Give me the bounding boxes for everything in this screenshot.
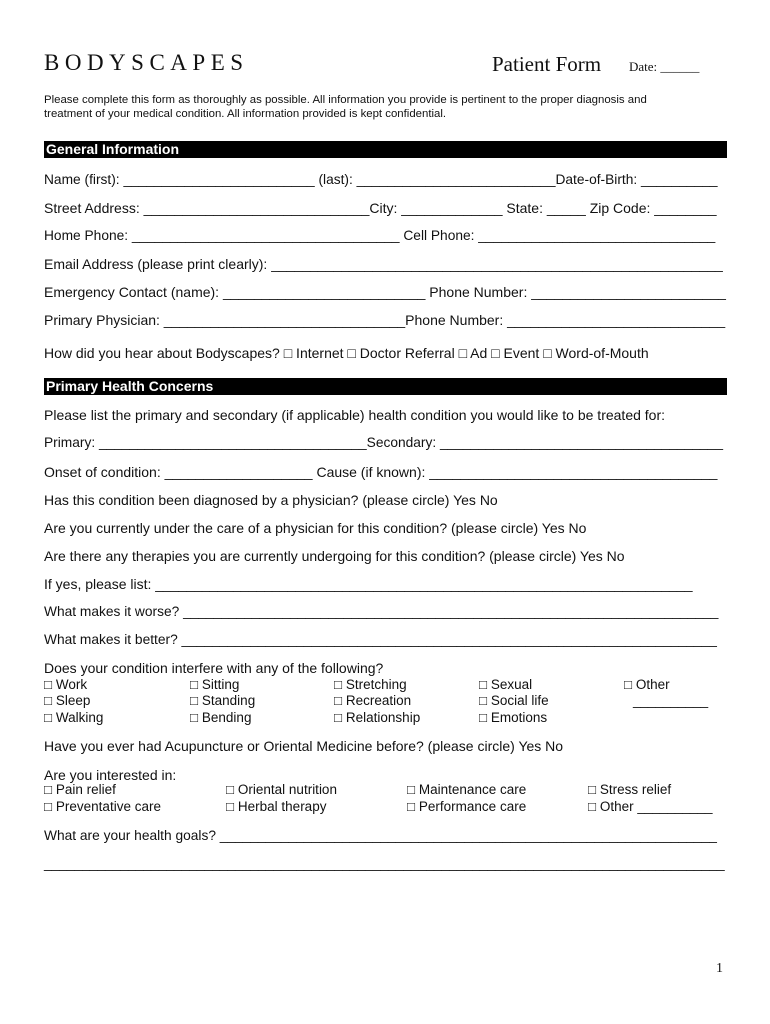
option-sitting-checkbox[interactable]: □ Sitting xyxy=(190,677,240,692)
acupuncture-question[interactable]: Have you ever had Acupuncture or Oriental Medicine before? (please circle) Yes No xyxy=(44,738,564,754)
interest-stress-relief-checkbox[interactable]: □ Stress relief xyxy=(588,782,672,797)
option-bending-checkbox[interactable]: □ Bending xyxy=(190,710,252,725)
interest-other-checkbox[interactable]: □ Other __________ xyxy=(588,799,713,814)
health-concerns-header xyxy=(44,378,727,395)
option-recreation-checkbox[interactable]: □ Recreation xyxy=(334,693,412,708)
option-social-life-checkbox[interactable]: □ Social life xyxy=(479,693,549,708)
condition-list-prompt: Please list the primary and secondary (if applicable) health condition you would like to be treated for: xyxy=(44,407,666,423)
name-field-row[interactable]: Name (first): _________________________ (last): __________________________Date-of-Birth: __________ xyxy=(44,172,718,187)
health-goals-field[interactable]: What are your health goals? _________________________________________________________________ xyxy=(44,828,717,843)
interest-preventative-care-checkbox[interactable]: □ Preventative care xyxy=(44,799,161,814)
option-sleep-checkbox[interactable]: □ Sleep xyxy=(44,693,91,708)
health-goals-blank-line[interactable]: _________________________________________________________________________________________ xyxy=(44,856,725,871)
worse-field[interactable]: What makes it worse? ______________________________________________________________________ xyxy=(44,604,719,619)
onset-cause-row[interactable]: Onset of condition: ___________________ Cause (if known): _____________________________________ xyxy=(44,464,718,480)
email-field-row[interactable]: Email Address (please print clearly): __________________________________________________________ xyxy=(44,256,723,272)
intro-text-line-2: treatment of your medical condition. All information provided is kept confidential. xyxy=(44,108,447,120)
primary-physician-row[interactable]: Primary Physician: _______________________________Phone Number: ____________________________ xyxy=(44,312,726,328)
emergency-contact-row[interactable]: Emergency Contact (name): __________________________ Phone Number: _________________________ xyxy=(44,284,726,300)
better-field[interactable]: What makes it better? ______________________________________________________________________ xyxy=(44,632,717,647)
option-other-blank[interactable]: __________ xyxy=(633,693,709,708)
interest-oriental-nutrition-checkbox[interactable]: □ Oriental nutrition xyxy=(226,782,337,797)
referral-source-row[interactable]: How did you hear about Bodyscapes? □ Internet □ Doctor Referral □ Ad □ Event □ Word-of-Mouth xyxy=(44,345,649,361)
page-number: 1 xyxy=(716,961,723,976)
primary-secondary-row[interactable]: Primary: ___________________________________Secondary: _____________________________________ xyxy=(44,435,723,450)
option-sexual-checkbox[interactable]: □ Sexual xyxy=(479,677,533,692)
address-field-row[interactable]: Street Address: _____________________________City: _____________ State: _____ Zip Code: ________ xyxy=(44,200,717,216)
interest-pain-relief-checkbox[interactable]: □ Pain relief xyxy=(44,782,116,797)
option-standing-checkbox[interactable]: □ Standing xyxy=(190,693,256,708)
brand-title: BODYSCAPES xyxy=(44,50,249,75)
option-work-checkbox[interactable]: □ Work xyxy=(44,677,88,692)
interest-herbal-therapy-checkbox[interactable]: □ Herbal therapy xyxy=(226,799,327,814)
option-emotions-checkbox[interactable]: □ Emotions xyxy=(479,710,548,725)
general-information-header xyxy=(44,141,727,158)
interested-prompt: Are you interested in: xyxy=(44,767,177,783)
general-information-title: General Information xyxy=(46,141,180,157)
physician-care-question[interactable]: Are you currently under the care of a physician for this condition? (please circle) Yes No xyxy=(44,520,587,536)
option-stretching-checkbox[interactable]: □ Stretching xyxy=(334,677,407,692)
therapies-list-field[interactable]: If yes, please list: _____________________________________________________________________ xyxy=(44,576,693,592)
therapies-question[interactable]: Are there any therapies you are currently undergoing for this condition? (please circle) Yes No xyxy=(44,548,625,564)
option-walking-checkbox[interactable]: □ Walking xyxy=(44,710,104,725)
interest-performance-care-checkbox[interactable]: □ Performance care xyxy=(407,799,527,814)
option-other-checkbox[interactable]: □ Other xyxy=(624,677,670,692)
diagnosed-question[interactable]: Has this condition been diagnosed by a physician? (please circle) Yes No xyxy=(44,492,498,508)
phone-field-row[interactable]: Home Phone: ___________________________________ Cell Phone: _______________________________ xyxy=(44,228,716,243)
interest-maintenance-care-checkbox[interactable]: □ Maintenance care xyxy=(407,782,527,797)
intro-text-line-1: Please complete this form as thoroughly as possible. All information you provide is pertinent to the proper diagnosis and xyxy=(44,94,647,106)
date-field[interactable]: Date: ______ xyxy=(629,59,700,74)
option-relationship-checkbox[interactable]: □ Relationship xyxy=(334,710,421,725)
form-title: Patient Form xyxy=(492,52,602,76)
health-concerns-title: Primary Health Concerns xyxy=(46,378,214,394)
interfere-prompt: Does your condition interfere with any of the following? xyxy=(44,660,384,676)
